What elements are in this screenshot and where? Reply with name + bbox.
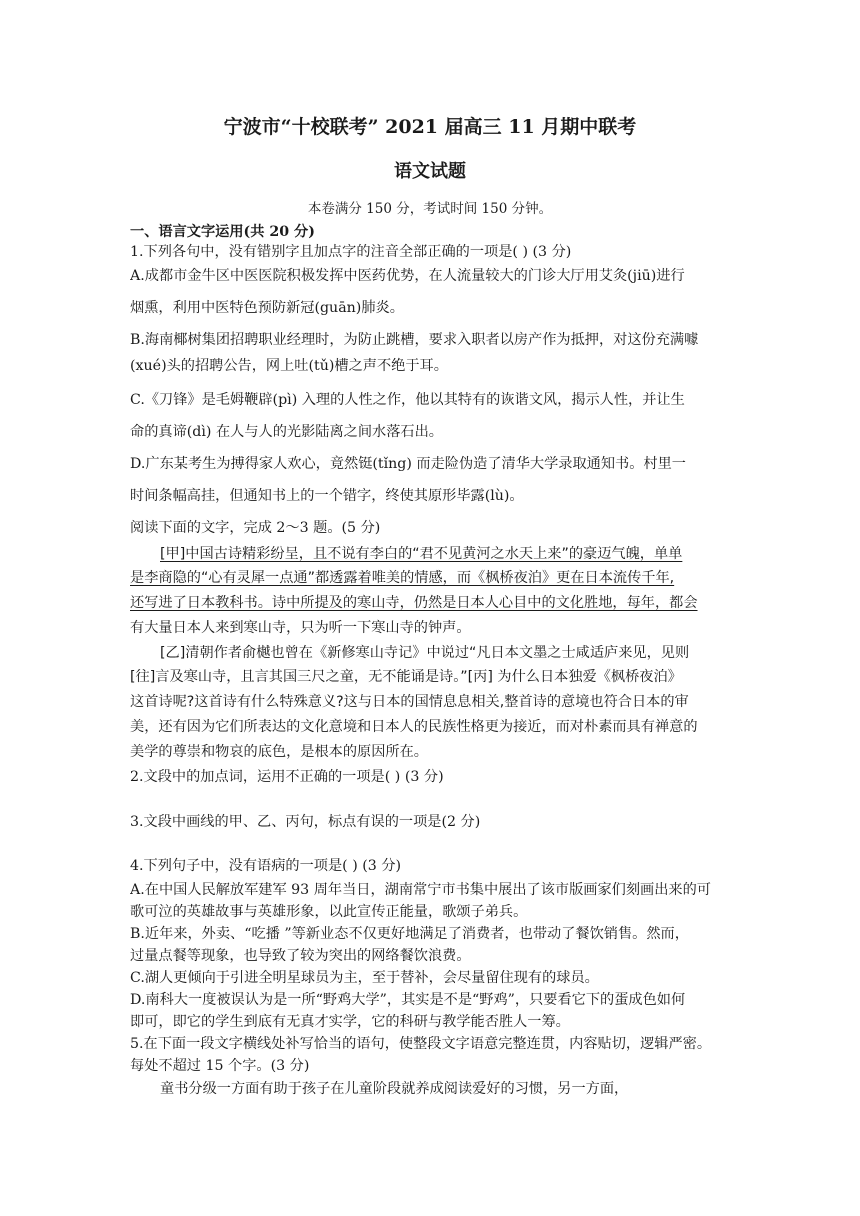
q3-stem: 3.文段中画线的甲、乙、丙句，标点有误的一项是(2 分) (130, 814, 481, 830)
passage-line: 这首诗呢?这首诗有什么特殊意义?这与日本的国情息息相关,整首诗的意境也符合日本的审 (130, 694, 689, 710)
passage-line: 美，还有因为它们所表达的文化意境和日本人的民族性格更为接近，而对朴素而具有禅意的 (130, 719, 698, 735)
q5-passage-line1: 童书分级一方面有助于孩子在儿童阶段就养成阅读爱好的习惯，另一方面， (160, 1081, 629, 1097)
reading-intro: 阅读下面的文字，完成 2～3 题。(5 分) (130, 520, 381, 536)
q4-stem: 4.下列句子中，没有语病的一项是( ) (3 分) (130, 858, 402, 874)
q2-stem: 2.文段中的加点词，运用不正确的一项是( ) (3 分) (130, 769, 444, 785)
q5-stem-line2: 每处不超过 15 个字。(3 分) (130, 1058, 310, 1074)
q4-option-b-line1: B.近年来，外卖、“吃播 ”等新业态不仅更好地满足了消费者，也带动了餐饮销售。然而， (130, 926, 689, 942)
q1-option-c-line2: 命的真谛(dì) 在人与人的光影陆离之间水落石出。 (130, 424, 443, 440)
q1-option-a-line1: A.成都市金牛区中医医院积极发挥中医药优势，在人流量较大的门诊大厅用艾灸(jiū)进行 (130, 268, 685, 284)
q1-option-d-line2: 时间条幅高挂，但通知书上的一个错字，终使其原形毕露(lù)。 (130, 488, 524, 504)
q1-option-a-line2: 烟熏，利用中医特色预防新冠(guān)肺炎。 (130, 300, 404, 316)
passage-line: 美学的尊崇和物哀的底色，是根本的原因所在。 (130, 744, 428, 760)
exam-title: 宁波市“十校联考” 2021 届高三 11 月期中联考 (223, 116, 637, 138)
q4-option-d-line2: 即可，即它的学生到底有无真才实学，它的科研与教学能否胜人一筹。 (130, 1014, 570, 1030)
q1-option-b-line2: (xué)头的招聘公告，网上吐(tǔ)槽之声不绝于耳。 (130, 358, 448, 374)
q1-stem: 1.下列各句中，没有错别字且加点字的注音全部正确的一项是( ) (3 分) (130, 244, 572, 260)
q1-option-c-line1: C.《刀锋》是毛姆鞭辟(pì) 入理的人性之作，他以其特有的诙谐文风，揭示人性，并让生 (130, 392, 685, 408)
q1-option-b-line1: B.海南椰树集团招聘职业经理时，为防止跳槽，要求入职者以房产作为抵押，对这份充满噱 (130, 332, 699, 348)
passage-line: 有大量日本人来到寒山寺，只为听一下寒山寺的钟声。 (130, 620, 471, 636)
q4-option-b-line2: 过量点餐等现象，也导致了较为突出的网络餐饮浪费。 (130, 948, 471, 964)
passage-line: [甲]中国古诗精彩纷呈，且不说有李白的“君不见黄河之水天上来”的豪迈气魄，单单 (160, 546, 683, 562)
passage-line: 还写进了日本教科书。诗中所提及的寒山寺，仍然是日本人心目中的文化胜地，每年，都会 (130, 595, 698, 611)
section-heading: 一、语言文字运用(共 20 分) (130, 224, 315, 240)
q1-option-d-line1: D.广东某考生为搏得家人欢心，竟然铤(tǐng) 而走险伪造了清华大学录取通知书。村里一 (130, 456, 686, 472)
passage-line: 是李商隐的“心有灵犀一点通”都透露着唯美的情感，而《枫桥夜泊》更在日本流传千年, (130, 570, 675, 586)
q4-option-a-line2: 歌可泣的英雄故事与英雄形象，以此宣传正能量，歌颂子弟兵。 (130, 904, 528, 920)
exam-note: 本卷满分 150 分，考试时间 150 分钟。 (307, 201, 553, 217)
q4-option-a-line1: A.在中国人民解放军建军 93 周年当日，湖南常宁市书集中展出了该市版画家们刻画出来的可 (130, 882, 711, 898)
q4-option-c: C.湖人更倾向于引进全明星球员为主，至于替补，会尽量留住现有的球员。 (130, 970, 599, 986)
q4-option-d-line1: D.南科大一度被误认为是一所“野鸡大学”，其实是不是“野鸡”，只要看它下的蛋成色如何 (130, 992, 686, 1008)
passage-line: [乙]清朝作者俞樾也曾在《新修寒山寺记》中说过“凡日本文墨之士咸适庐来见，见则 (160, 645, 690, 661)
q5-stem-line1: 5.在下面一段文字横线处补写恰当的语句，使整段文字语意完整连贯，内容贴切，逻辑严密。 (130, 1036, 712, 1052)
passage-line: [往]言及寒山寺，且言其国三尺之童，无不能诵是诗。”[丙] 为什么日本独爱《枫桥夜泊》 (130, 669, 682, 685)
subject-title: 语文试题 (394, 161, 466, 182)
